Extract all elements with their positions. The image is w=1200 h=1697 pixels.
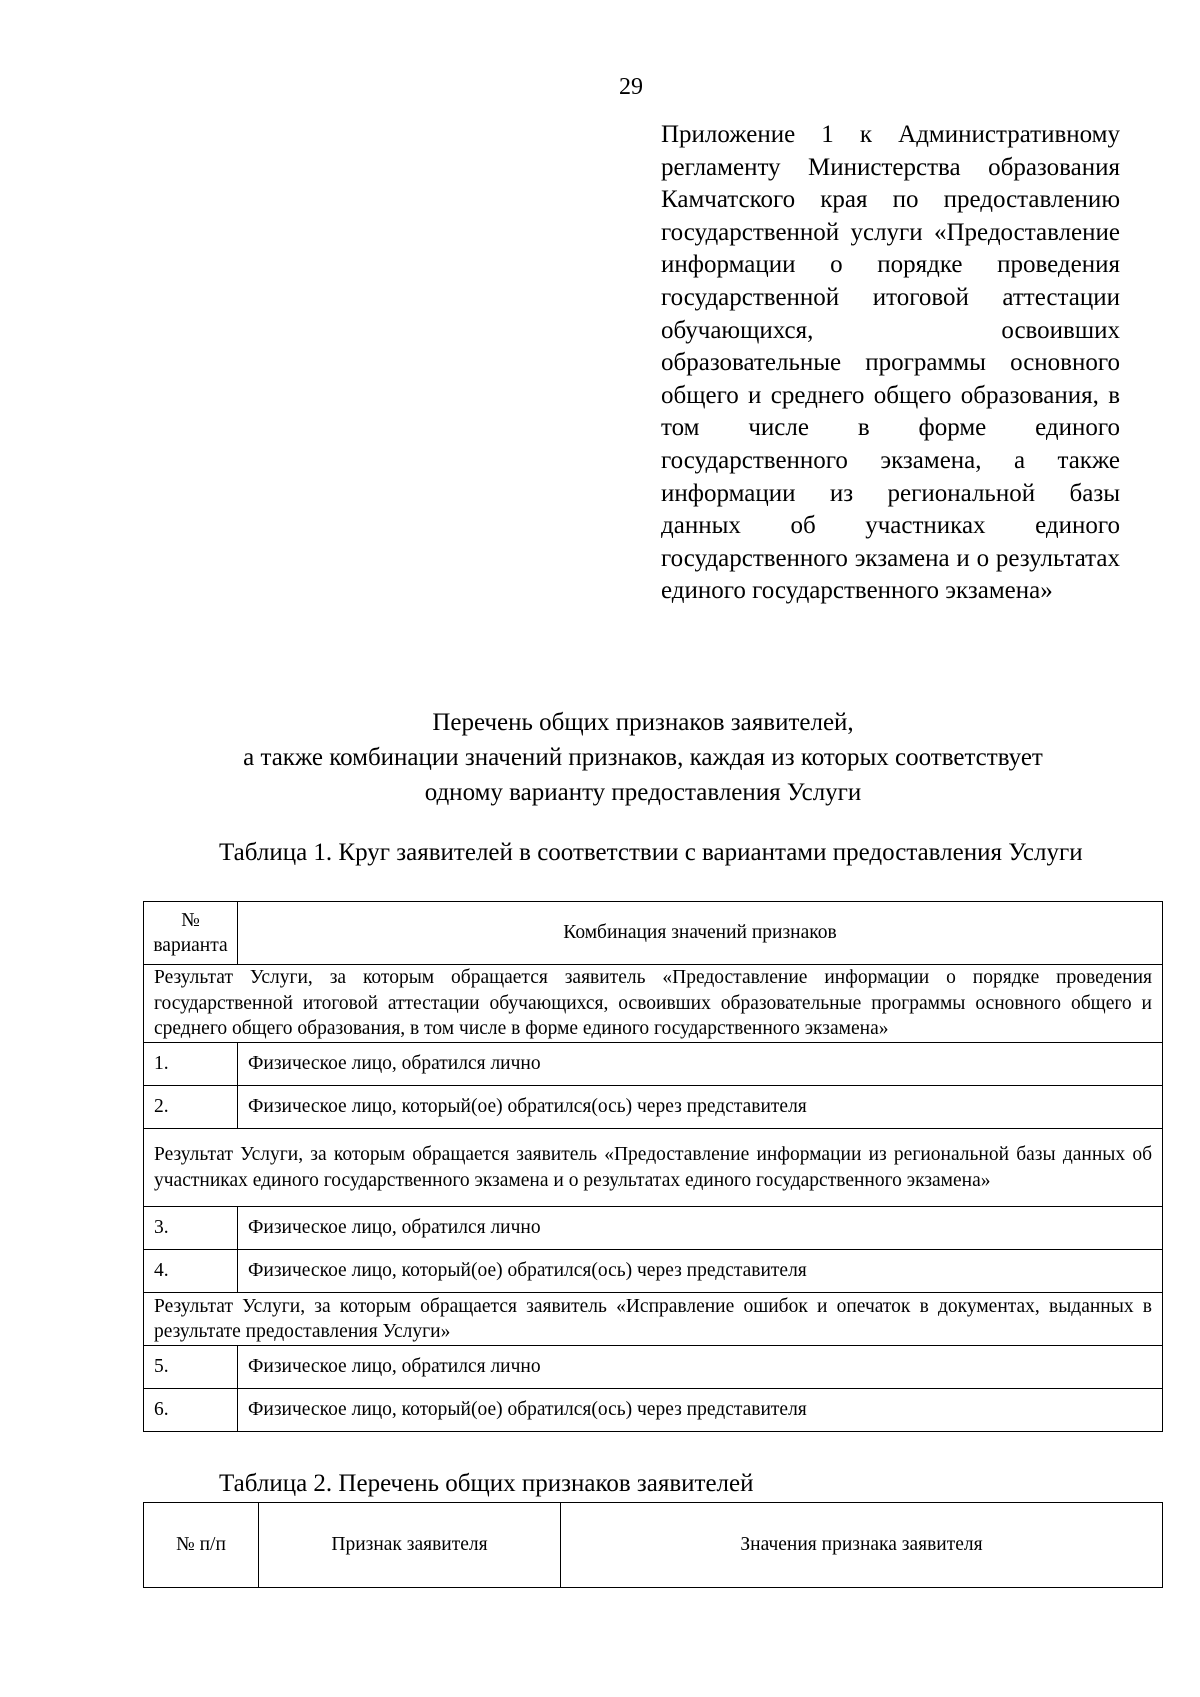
document-title [143, 705, 1143, 810]
result-row [144, 965, 1163, 1043]
header-attribute: Признак заявителя [259, 1503, 561, 1588]
table-row [144, 1043, 1163, 1086]
table-row [144, 1207, 1163, 1250]
header-combination: Комбинация значений признаков [238, 902, 1163, 965]
variant-number: 4. [144, 1250, 238, 1293]
title-line-3: одному варианту предоставления Услуги [424, 779, 862, 806]
applicants-variants-table [143, 901, 1163, 1432]
table2-caption: Таблица 2. Перечень общих признаков заявителей [219, 1470, 754, 1497]
table-row [144, 1086, 1163, 1129]
table-row [144, 1250, 1163, 1293]
variant-number: 2. [144, 1086, 238, 1129]
page-number: 29 [619, 74, 643, 100]
variant-number: 3. [144, 1207, 238, 1250]
variant-combination: Физическое лицо, обратился лично [238, 1346, 1163, 1389]
header-variant-number: № варианта [144, 902, 238, 965]
result-row [144, 1129, 1163, 1207]
title-line-1: Перечень общих признаков заявителей, [432, 709, 854, 736]
table-header-row [144, 1503, 1163, 1588]
result-description-2: Результат Услуги, за которым обращается заявитель «Предоставление информации из региональной базы данных об участниках единого государственного экзамена и о результатах единого государственного экзамена» [144, 1129, 1163, 1207]
variant-number: 6. [144, 1389, 238, 1432]
variant-combination: Физическое лицо, обратился лично [238, 1207, 1163, 1250]
variant-number: 5. [144, 1346, 238, 1389]
result-description-3: Результат Услуги, за которым обращается заявитель «Исправление ошибок и опечаток в документах, выданных в результате предоставления Услуги» [144, 1293, 1163, 1346]
table-header-row [144, 902, 1163, 965]
variant-combination: Физическое лицо, который(ое) обратился(ось) через представителя [238, 1086, 1163, 1129]
applicant-attributes-table [143, 1502, 1163, 1588]
result-description-1: Результат Услуги, за которым обращается заявитель «Предоставление информации о порядке проведения государственной итоговой аттестации обучающихся, освоивших образовательные программы основного общего и среднего общего образования, в том числе в форме единого государственного экзамена» [144, 965, 1163, 1043]
variant-number: 1. [144, 1043, 238, 1086]
variant-combination: Физическое лицо, обратился лично [238, 1043, 1163, 1086]
variant-combination: Физическое лицо, который(ое) обратился(ось) через представителя [238, 1389, 1163, 1432]
table-row [144, 1389, 1163, 1432]
title-line-2: а также комбинации значений признаков, каждая из которых соответствует [243, 744, 1043, 771]
result-row [144, 1293, 1163, 1346]
table1-caption: Таблица 1. Круг заявителей в соответствии с вариантами предоставления Услуги [219, 839, 1083, 866]
header-item-number: № п/п [144, 1503, 259, 1588]
variant-combination: Физическое лицо, который(ое) обратился(ось) через представителя [238, 1250, 1163, 1293]
header-attribute-values: Значения признака заявителя [561, 1503, 1163, 1588]
appendix-note: Приложение 1 к Административному регламенту Министерства образования Камчатского края по предоставлению государственной услуги «Предоставление информации о порядке проведения государственной итоговой аттестации обучающихся, освоивших образовательные программы основного общего и среднего общего образования, в том числе в форме единого государственного экзамена, а также информации из региональной базы данных об участниках единого государственного экзамена и о результатах единого государственного экзамена» [661, 121, 1120, 605]
table-row [144, 1346, 1163, 1389]
